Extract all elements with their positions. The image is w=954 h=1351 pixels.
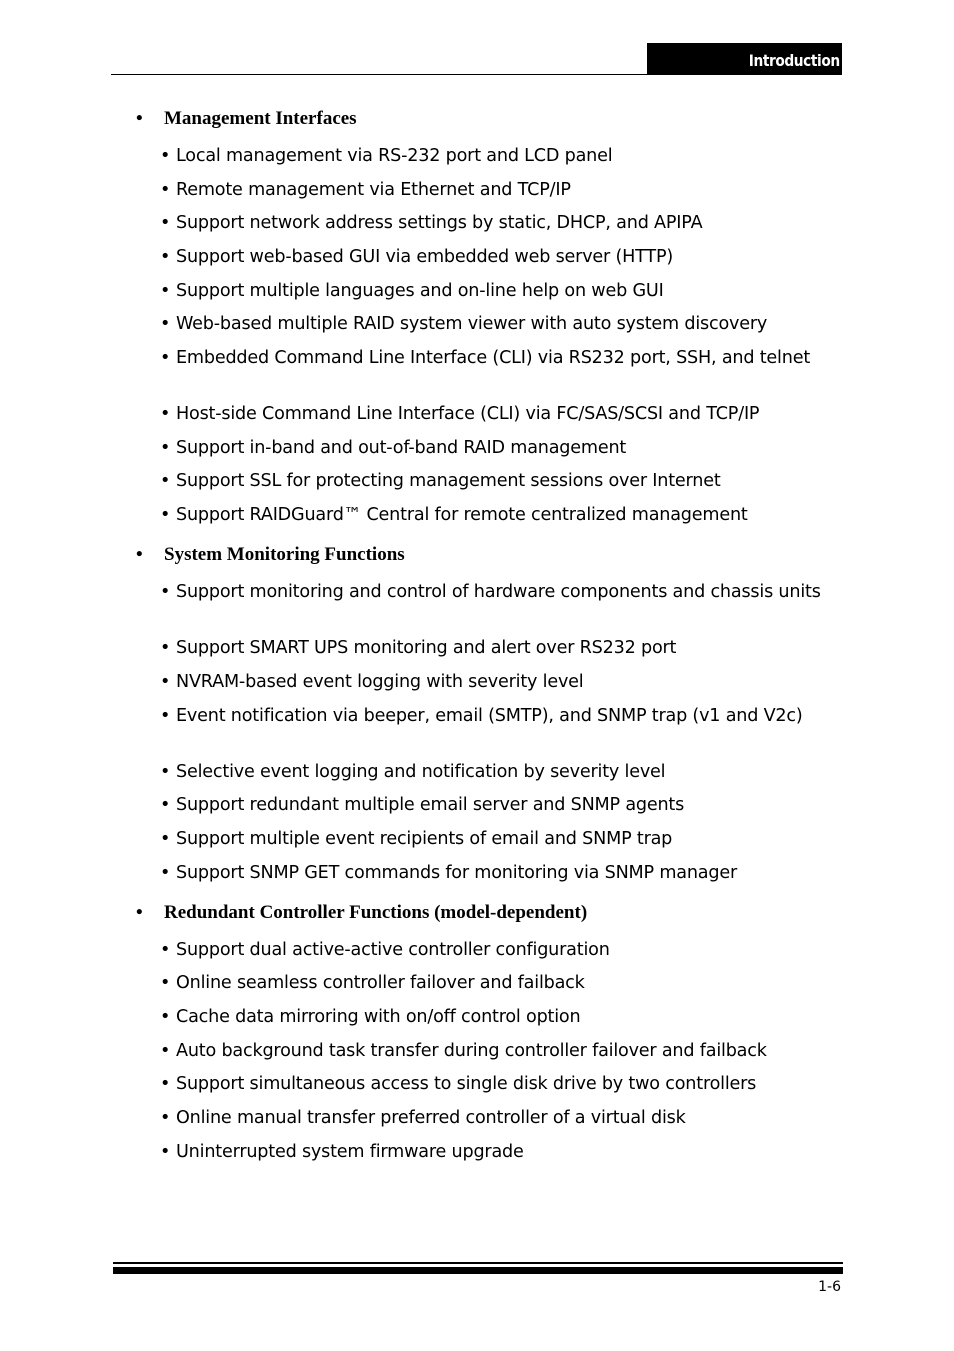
list-item: • Support SNMP GET commands for monitoring via SNMP manager — [160, 863, 737, 883]
list-item: • Web-based multiple RAID system viewer with auto system discovery — [160, 314, 768, 334]
list-item: • Online seamless controller failover and failback — [160, 973, 585, 993]
list-item: • Support web-based GUI via embedded web server (HTTP) — [160, 247, 674, 267]
section-title-management: • Management Interfaces — [136, 108, 357, 129]
list-item: • Support SSL for protecting management sessions over Internet — [160, 471, 721, 491]
list-item: • Support network address settings by static, DHCP, and APIPA — [160, 213, 703, 233]
list-item: • Uninterrupted system firmware upgrade — [160, 1142, 524, 1162]
list-item: • Auto background task transfer during controller failover and failback — [160, 1041, 767, 1061]
footer-rule-thin — [113, 1262, 843, 1264]
list-item: • Host-side Command Line Interface (CLI) via FC/SAS/SCSI and TCP/IP — [160, 404, 760, 424]
section-title-redundant: • Redundant Controller Functions (model-dependent) — [136, 902, 588, 923]
header-rule — [111, 74, 842, 75]
list-item: • Support redundant multiple email server and SNMP agents — [160, 795, 685, 815]
list-item: • Selective event logging and notification by severity level — [160, 762, 666, 782]
list-item: • Support simultaneous access to single disk drive by two controllers — [160, 1074, 757, 1094]
list-item: • Event notification via beeper, email (SMTP), and SNMP trap (v1 and V2c) — [160, 706, 803, 726]
list-item: • Support multiple languages and on-line help on web GUI — [160, 281, 664, 301]
list-item: • NVRAM-based event logging with severity level — [160, 672, 584, 692]
header-title: Introduction — [749, 51, 840, 70]
list-item: • Support dual active-active controller configuration — [160, 940, 610, 960]
list-item: • Online manual transfer preferred controller of a virtual disk — [160, 1108, 686, 1128]
list-item: • Support SMART UPS monitoring and alert over RS232 port — [160, 638, 677, 658]
list-item: • Cache data mirroring with on/off control option — [160, 1007, 581, 1027]
list-item: • Local management via RS-232 port and LCD panel — [160, 146, 613, 166]
list-item: • Support in-band and out-of-band RAID management — [160, 438, 627, 458]
header-tab — [647, 43, 842, 75]
list-item: • Embedded Command Line Interface (CLI) via RS232 port, SSH, and telnet — [160, 348, 811, 368]
footer-rule-thick — [113, 1267, 843, 1274]
page-number: 1-6 — [818, 1279, 841, 1295]
list-item: • Support multiple event recipients of email and SNMP trap — [160, 829, 673, 849]
list-item: • Support RAIDGuard™ Central for remote centralized management — [160, 505, 748, 525]
list-item: • Support monitoring and control of hardware components and chassis units — [160, 582, 821, 602]
list-item: • Remote management via Ethernet and TCP/IP — [160, 180, 571, 200]
section-title-monitoring: • System Monitoring Functions — [136, 544, 405, 565]
